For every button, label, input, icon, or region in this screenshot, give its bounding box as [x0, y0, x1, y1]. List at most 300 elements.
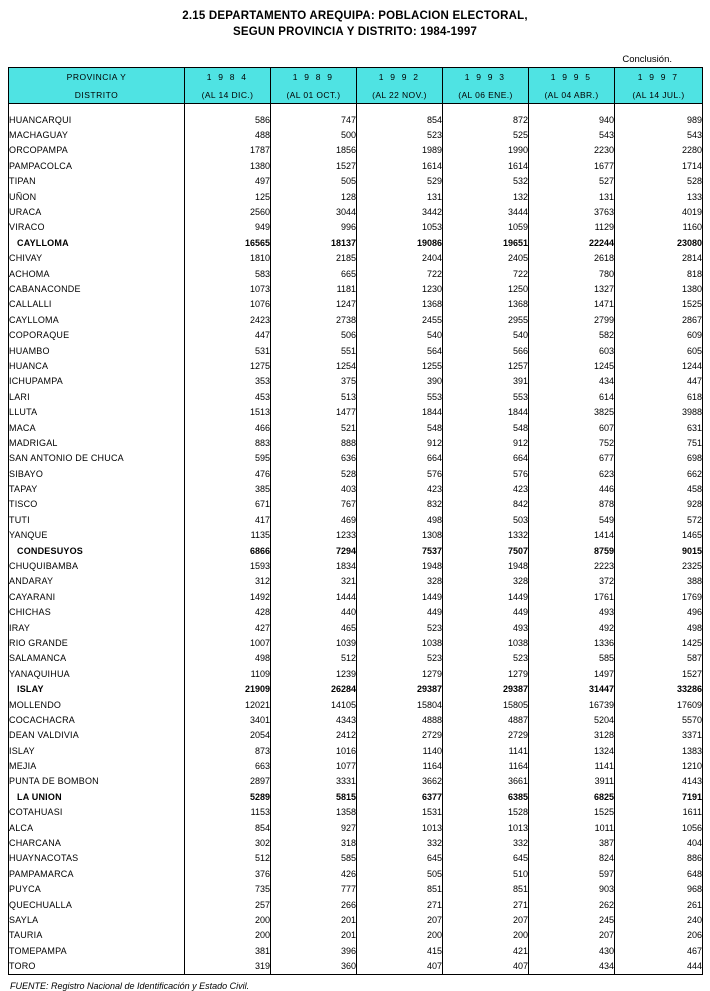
value-cell: 446 [529, 481, 615, 496]
title-line-2: SEGUN PROVINCIA Y DISTRITO: 1984-1997 [232, 26, 478, 38]
table-row [9, 558, 703, 573]
value-cell: 29387 [443, 681, 529, 696]
value-cell: 1528 [443, 805, 529, 820]
value-cell: 888 [271, 435, 357, 450]
value-cell: 12021 [185, 697, 271, 712]
value-cell: 1077 [271, 758, 357, 773]
table-row [9, 420, 703, 435]
value-cell: 5289 [185, 789, 271, 804]
district-name: ICHUPAMPA [9, 374, 185, 389]
district-name: COPORAQUE [9, 327, 185, 342]
value-cell: 1810 [185, 251, 271, 266]
value-cell: 523 [357, 127, 443, 142]
header-year-1992: 1 9 9 2 [357, 68, 443, 87]
value-cell: 1444 [271, 589, 357, 604]
value-cell: 2729 [443, 728, 529, 743]
value-cell: 586 [185, 112, 271, 127]
value-cell: 1038 [357, 635, 443, 650]
value-cell: 266 [271, 897, 357, 912]
value-cell: 381 [185, 943, 271, 958]
value-cell: 927 [271, 820, 357, 835]
table-row [9, 435, 703, 450]
value-cell: 1761 [529, 589, 615, 604]
value-cell: 427 [185, 620, 271, 635]
table-row [9, 666, 703, 681]
value-cell: 3331 [271, 774, 357, 789]
district-name: QUECHUALLA [9, 897, 185, 912]
district-name: CHICHAS [9, 605, 185, 620]
value-cell: 372 [529, 574, 615, 589]
value-cell: 26284 [271, 681, 357, 696]
value-cell: 498 [615, 620, 703, 635]
value-cell: 886 [615, 851, 703, 866]
table-row [9, 204, 703, 219]
value-cell: 23080 [615, 235, 703, 250]
value-cell: 949 [185, 220, 271, 235]
table-row [9, 897, 703, 912]
value-cell: 549 [529, 512, 615, 527]
table-row [9, 758, 703, 773]
district-name: TAURIA [9, 928, 185, 943]
value-cell: 1525 [529, 805, 615, 820]
value-cell: 447 [185, 327, 271, 342]
value-cell: 321 [271, 574, 357, 589]
value-cell: 206 [615, 928, 703, 943]
header-row-top [9, 68, 703, 87]
table-row [9, 174, 703, 189]
district-name: MACHAGUAY [9, 127, 185, 142]
conclusion-label: Conclusión. [622, 54, 672, 65]
value-cell: 572 [615, 512, 703, 527]
value-cell: 469 [271, 512, 357, 527]
table-row [9, 512, 703, 527]
district-name: SALAMANCA [9, 651, 185, 666]
value-cell: 15804 [357, 697, 443, 712]
value-cell: 510 [443, 866, 529, 881]
district-name: CHUQUIBAMBA [9, 558, 185, 573]
value-cell: 1527 [271, 158, 357, 173]
value-cell: 531 [185, 343, 271, 358]
value-cell: 1039 [271, 635, 357, 650]
value-cell: 6377 [357, 789, 443, 804]
value-cell: 7537 [357, 543, 443, 558]
value-cell: 1368 [357, 297, 443, 312]
value-cell: 2618 [529, 251, 615, 266]
value-cell: 1011 [529, 820, 615, 835]
electoral-population-table [8, 67, 703, 975]
value-cell: 387 [529, 835, 615, 850]
district-name: HUANCARQUI [9, 112, 185, 127]
table-row-province [9, 235, 703, 250]
table-row [9, 389, 703, 404]
value-cell: 375 [271, 374, 357, 389]
value-cell: 1109 [185, 666, 271, 681]
value-cell: 2054 [185, 728, 271, 743]
value-cell: 447 [615, 374, 703, 389]
table-row [9, 112, 703, 127]
value-cell: 4888 [357, 712, 443, 727]
value-cell: 521 [271, 420, 357, 435]
value-cell: 353 [185, 374, 271, 389]
table-row [9, 820, 703, 835]
value-cell: 261 [615, 897, 703, 912]
header-year-1995: 1 9 9 5 [529, 68, 615, 87]
district-name: IRAY [9, 620, 185, 635]
district-name: LARI [9, 389, 185, 404]
value-cell: 1525 [615, 297, 703, 312]
district-name: URACA [9, 204, 185, 219]
value-cell: 498 [185, 651, 271, 666]
table-row [9, 866, 703, 881]
spacer-cell [271, 104, 357, 113]
value-cell: 603 [529, 343, 615, 358]
value-cell: 854 [357, 112, 443, 127]
value-cell: 528 [615, 174, 703, 189]
value-cell: 2897 [185, 774, 271, 789]
value-cell: 500 [271, 127, 357, 142]
value-cell: 18137 [271, 235, 357, 250]
value-cell: 3442 [357, 204, 443, 219]
value-cell: 376 [185, 866, 271, 881]
table-title [8, 0, 702, 40]
value-cell: 207 [443, 912, 529, 927]
value-cell: 1239 [271, 666, 357, 681]
value-cell: 240 [615, 912, 703, 927]
value-cell: 614 [529, 389, 615, 404]
value-cell: 1164 [357, 758, 443, 773]
district-name: PUYCA [9, 882, 185, 897]
value-cell: 6825 [529, 789, 615, 804]
district-name: MOLLENDO [9, 697, 185, 712]
value-cell: 605 [615, 343, 703, 358]
value-cell: 597 [529, 866, 615, 881]
value-cell: 618 [615, 389, 703, 404]
table-row [9, 143, 703, 158]
table-row [9, 266, 703, 281]
table-spacer-row [9, 104, 703, 113]
value-cell: 878 [529, 497, 615, 512]
value-cell: 1181 [271, 281, 357, 296]
value-cell: 415 [357, 943, 443, 958]
table-row [9, 882, 703, 897]
table-row [9, 497, 703, 512]
value-cell: 747 [271, 112, 357, 127]
value-cell: 19086 [357, 235, 443, 250]
value-cell: 698 [615, 451, 703, 466]
value-cell: 1527 [615, 666, 703, 681]
value-cell: 407 [443, 958, 529, 974]
value-cell: 1614 [357, 158, 443, 173]
title-line-1: 2.15 DEPARTAMENTO AREQUIPA: POBLACION ELECTORAL, [182, 10, 528, 22]
table-row [9, 374, 703, 389]
value-cell: 318 [271, 835, 357, 850]
value-cell: 587 [615, 651, 703, 666]
value-cell: 527 [529, 174, 615, 189]
table-row [9, 605, 703, 620]
value-cell: 312 [185, 574, 271, 589]
value-cell: 1016 [271, 743, 357, 758]
district-name: HUAYNACOTAS [9, 851, 185, 866]
value-cell: 662 [615, 466, 703, 481]
value-cell: 1611 [615, 805, 703, 820]
value-cell: 585 [529, 651, 615, 666]
value-cell: 6385 [443, 789, 529, 804]
value-cell: 540 [357, 327, 443, 342]
district-name: YANAQUIHUA [9, 666, 185, 681]
table-body [9, 104, 703, 975]
district-name: ORCOPAMPA [9, 143, 185, 158]
value-cell: 125 [185, 189, 271, 204]
value-cell: 271 [443, 897, 529, 912]
value-cell: 1414 [529, 528, 615, 543]
value-cell: 564 [357, 343, 443, 358]
value-cell: 1247 [271, 297, 357, 312]
value-cell: 1948 [357, 558, 443, 573]
value-cell: 5570 [615, 712, 703, 727]
header-date-1984: (AL 14 DIC.) [185, 86, 271, 104]
value-cell: 1129 [529, 220, 615, 235]
value-cell: 722 [357, 266, 443, 281]
value-cell: 3401 [185, 712, 271, 727]
district-name: TOMEPAMPA [9, 943, 185, 958]
value-cell: 3128 [529, 728, 615, 743]
value-cell: 5815 [271, 789, 357, 804]
value-cell: 1013 [443, 820, 529, 835]
header-date-1997: (AL 14 JUL.) [615, 86, 703, 104]
value-cell: 262 [529, 897, 615, 912]
value-cell: 528 [271, 466, 357, 481]
value-cell: 8759 [529, 543, 615, 558]
value-cell: 493 [529, 605, 615, 620]
value-cell: 777 [271, 882, 357, 897]
value-cell: 458 [615, 481, 703, 496]
value-cell: 1471 [529, 297, 615, 312]
value-cell: 4019 [615, 204, 703, 219]
table-row [9, 281, 703, 296]
value-cell: 496 [615, 605, 703, 620]
value-cell: 1141 [443, 743, 529, 758]
value-cell: 512 [271, 651, 357, 666]
value-cell: 428 [185, 605, 271, 620]
value-cell: 426 [271, 866, 357, 881]
value-cell: 1308 [357, 528, 443, 543]
value-cell: 671 [185, 497, 271, 512]
value-cell: 1449 [357, 589, 443, 604]
value-cell: 17609 [615, 697, 703, 712]
value-cell: 29387 [357, 681, 443, 696]
value-cell: 1492 [185, 589, 271, 604]
value-cell: 19651 [443, 235, 529, 250]
value-cell: 832 [357, 497, 443, 512]
district-name: MACA [9, 420, 185, 435]
spacer-cell [443, 104, 529, 113]
table-row [9, 958, 703, 974]
value-cell: 1255 [357, 358, 443, 373]
district-name: SAYLA [9, 912, 185, 927]
district-name: COCACHACRA [9, 712, 185, 727]
value-cell: 912 [357, 435, 443, 450]
value-cell: 1856 [271, 143, 357, 158]
value-cell: 4887 [443, 712, 529, 727]
table-row [9, 743, 703, 758]
province-name: CONDESUYOS [9, 543, 185, 558]
table-row [9, 327, 703, 342]
district-name: CAYARANI [9, 589, 185, 604]
spacer-cell [615, 104, 703, 113]
value-cell: 582 [529, 327, 615, 342]
value-cell: 851 [443, 882, 529, 897]
value-cell: 1244 [615, 358, 703, 373]
value-cell: 493 [443, 620, 529, 635]
district-name: VIRACO [9, 220, 185, 235]
header-year-1984: 1 9 8 4 [185, 68, 271, 87]
value-cell: 506 [271, 327, 357, 342]
value-cell: 3825 [529, 404, 615, 419]
value-cell: 2738 [271, 312, 357, 327]
table-row [9, 928, 703, 943]
value-cell: 404 [615, 835, 703, 850]
value-cell: 1254 [271, 358, 357, 373]
value-cell: 872 [443, 112, 529, 127]
table-row [9, 189, 703, 204]
value-cell: 968 [615, 882, 703, 897]
table-header [9, 68, 703, 104]
value-cell: 912 [443, 435, 529, 450]
district-name: CHARCANA [9, 835, 185, 850]
value-cell: 1531 [357, 805, 443, 820]
table-row [9, 297, 703, 312]
value-cell: 752 [529, 435, 615, 450]
value-cell: 332 [443, 835, 529, 850]
value-cell: 3662 [357, 774, 443, 789]
header-date-1989: (AL 01 OCT.) [271, 86, 357, 104]
value-cell: 385 [185, 481, 271, 496]
value-cell: 302 [185, 835, 271, 850]
value-cell: 645 [357, 851, 443, 866]
value-cell: 2423 [185, 312, 271, 327]
value-cell: 1989 [357, 143, 443, 158]
value-cell: 200 [443, 928, 529, 943]
value-cell: 1038 [443, 635, 529, 650]
table-row [9, 851, 703, 866]
value-cell: 523 [443, 651, 529, 666]
district-name: MADRIGAL [9, 435, 185, 450]
value-cell: 505 [357, 866, 443, 881]
value-cell: 3763 [529, 204, 615, 219]
value-cell: 16565 [185, 235, 271, 250]
value-cell: 1007 [185, 635, 271, 650]
district-name: COTAHUASI [9, 805, 185, 820]
spacer-cell [185, 104, 271, 113]
value-cell: 1135 [185, 528, 271, 543]
value-cell: 434 [529, 374, 615, 389]
table-row [9, 651, 703, 666]
value-cell: 1250 [443, 281, 529, 296]
value-cell: 607 [529, 420, 615, 435]
value-cell: 523 [357, 620, 443, 635]
value-cell: 665 [271, 266, 357, 281]
table-row-province [9, 543, 703, 558]
value-cell: 1230 [357, 281, 443, 296]
value-cell: 1948 [443, 558, 529, 573]
value-cell: 131 [357, 189, 443, 204]
district-name: CALLALLI [9, 297, 185, 312]
value-cell: 631 [615, 420, 703, 435]
value-cell: 2455 [357, 312, 443, 327]
value-cell: 851 [357, 882, 443, 897]
table-row-province [9, 681, 703, 696]
value-cell: 5204 [529, 712, 615, 727]
value-cell: 595 [185, 451, 271, 466]
value-cell: 1990 [443, 143, 529, 158]
value-cell: 722 [443, 266, 529, 281]
value-cell: 423 [357, 481, 443, 496]
table-row [9, 466, 703, 481]
header-year-1993: 1 9 9 3 [443, 68, 529, 87]
table-row [9, 312, 703, 327]
value-cell: 2412 [271, 728, 357, 743]
district-name: HUAMBO [9, 343, 185, 358]
district-name: TUTI [9, 512, 185, 527]
table-row [9, 158, 703, 173]
value-cell: 131 [529, 189, 615, 204]
value-cell: 2280 [615, 143, 703, 158]
table-row [9, 451, 703, 466]
value-cell: 583 [185, 266, 271, 281]
district-name: ISLAY [9, 743, 185, 758]
value-cell: 1160 [615, 220, 703, 235]
value-cell: 543 [529, 127, 615, 142]
table-row [9, 574, 703, 589]
header-date-1993: (AL 06 ENE.) [443, 86, 529, 104]
value-cell: 1332 [443, 528, 529, 543]
table-row [9, 835, 703, 850]
value-cell: 1368 [443, 297, 529, 312]
value-cell: 449 [443, 605, 529, 620]
value-cell: 1073 [185, 281, 271, 296]
value-cell: 1279 [357, 666, 443, 681]
table-row [9, 404, 703, 419]
value-cell: 128 [271, 189, 357, 204]
value-cell: 1153 [185, 805, 271, 820]
table-row [9, 712, 703, 727]
value-cell: 2729 [357, 728, 443, 743]
value-cell: 3044 [271, 204, 357, 219]
value-cell: 319 [185, 958, 271, 974]
value-cell: 548 [443, 420, 529, 435]
value-cell: 566 [443, 343, 529, 358]
value-cell: 824 [529, 851, 615, 866]
district-name: ANDARAY [9, 574, 185, 589]
value-cell: 7294 [271, 543, 357, 558]
value-cell: 390 [357, 374, 443, 389]
value-cell: 780 [529, 266, 615, 281]
value-cell: 532 [443, 174, 529, 189]
value-cell: 434 [529, 958, 615, 974]
value-cell: 1053 [357, 220, 443, 235]
value-cell: 1164 [443, 758, 529, 773]
value-cell: 7191 [615, 789, 703, 804]
value-cell: 1844 [357, 404, 443, 419]
header-row-bottom [9, 86, 703, 104]
value-cell: 3988 [615, 404, 703, 419]
district-name: ALCA [9, 820, 185, 835]
table-row [9, 127, 703, 142]
value-cell: 1614 [443, 158, 529, 173]
value-cell: 1834 [271, 558, 357, 573]
district-name: TISCO [9, 497, 185, 512]
value-cell: 873 [185, 743, 271, 758]
